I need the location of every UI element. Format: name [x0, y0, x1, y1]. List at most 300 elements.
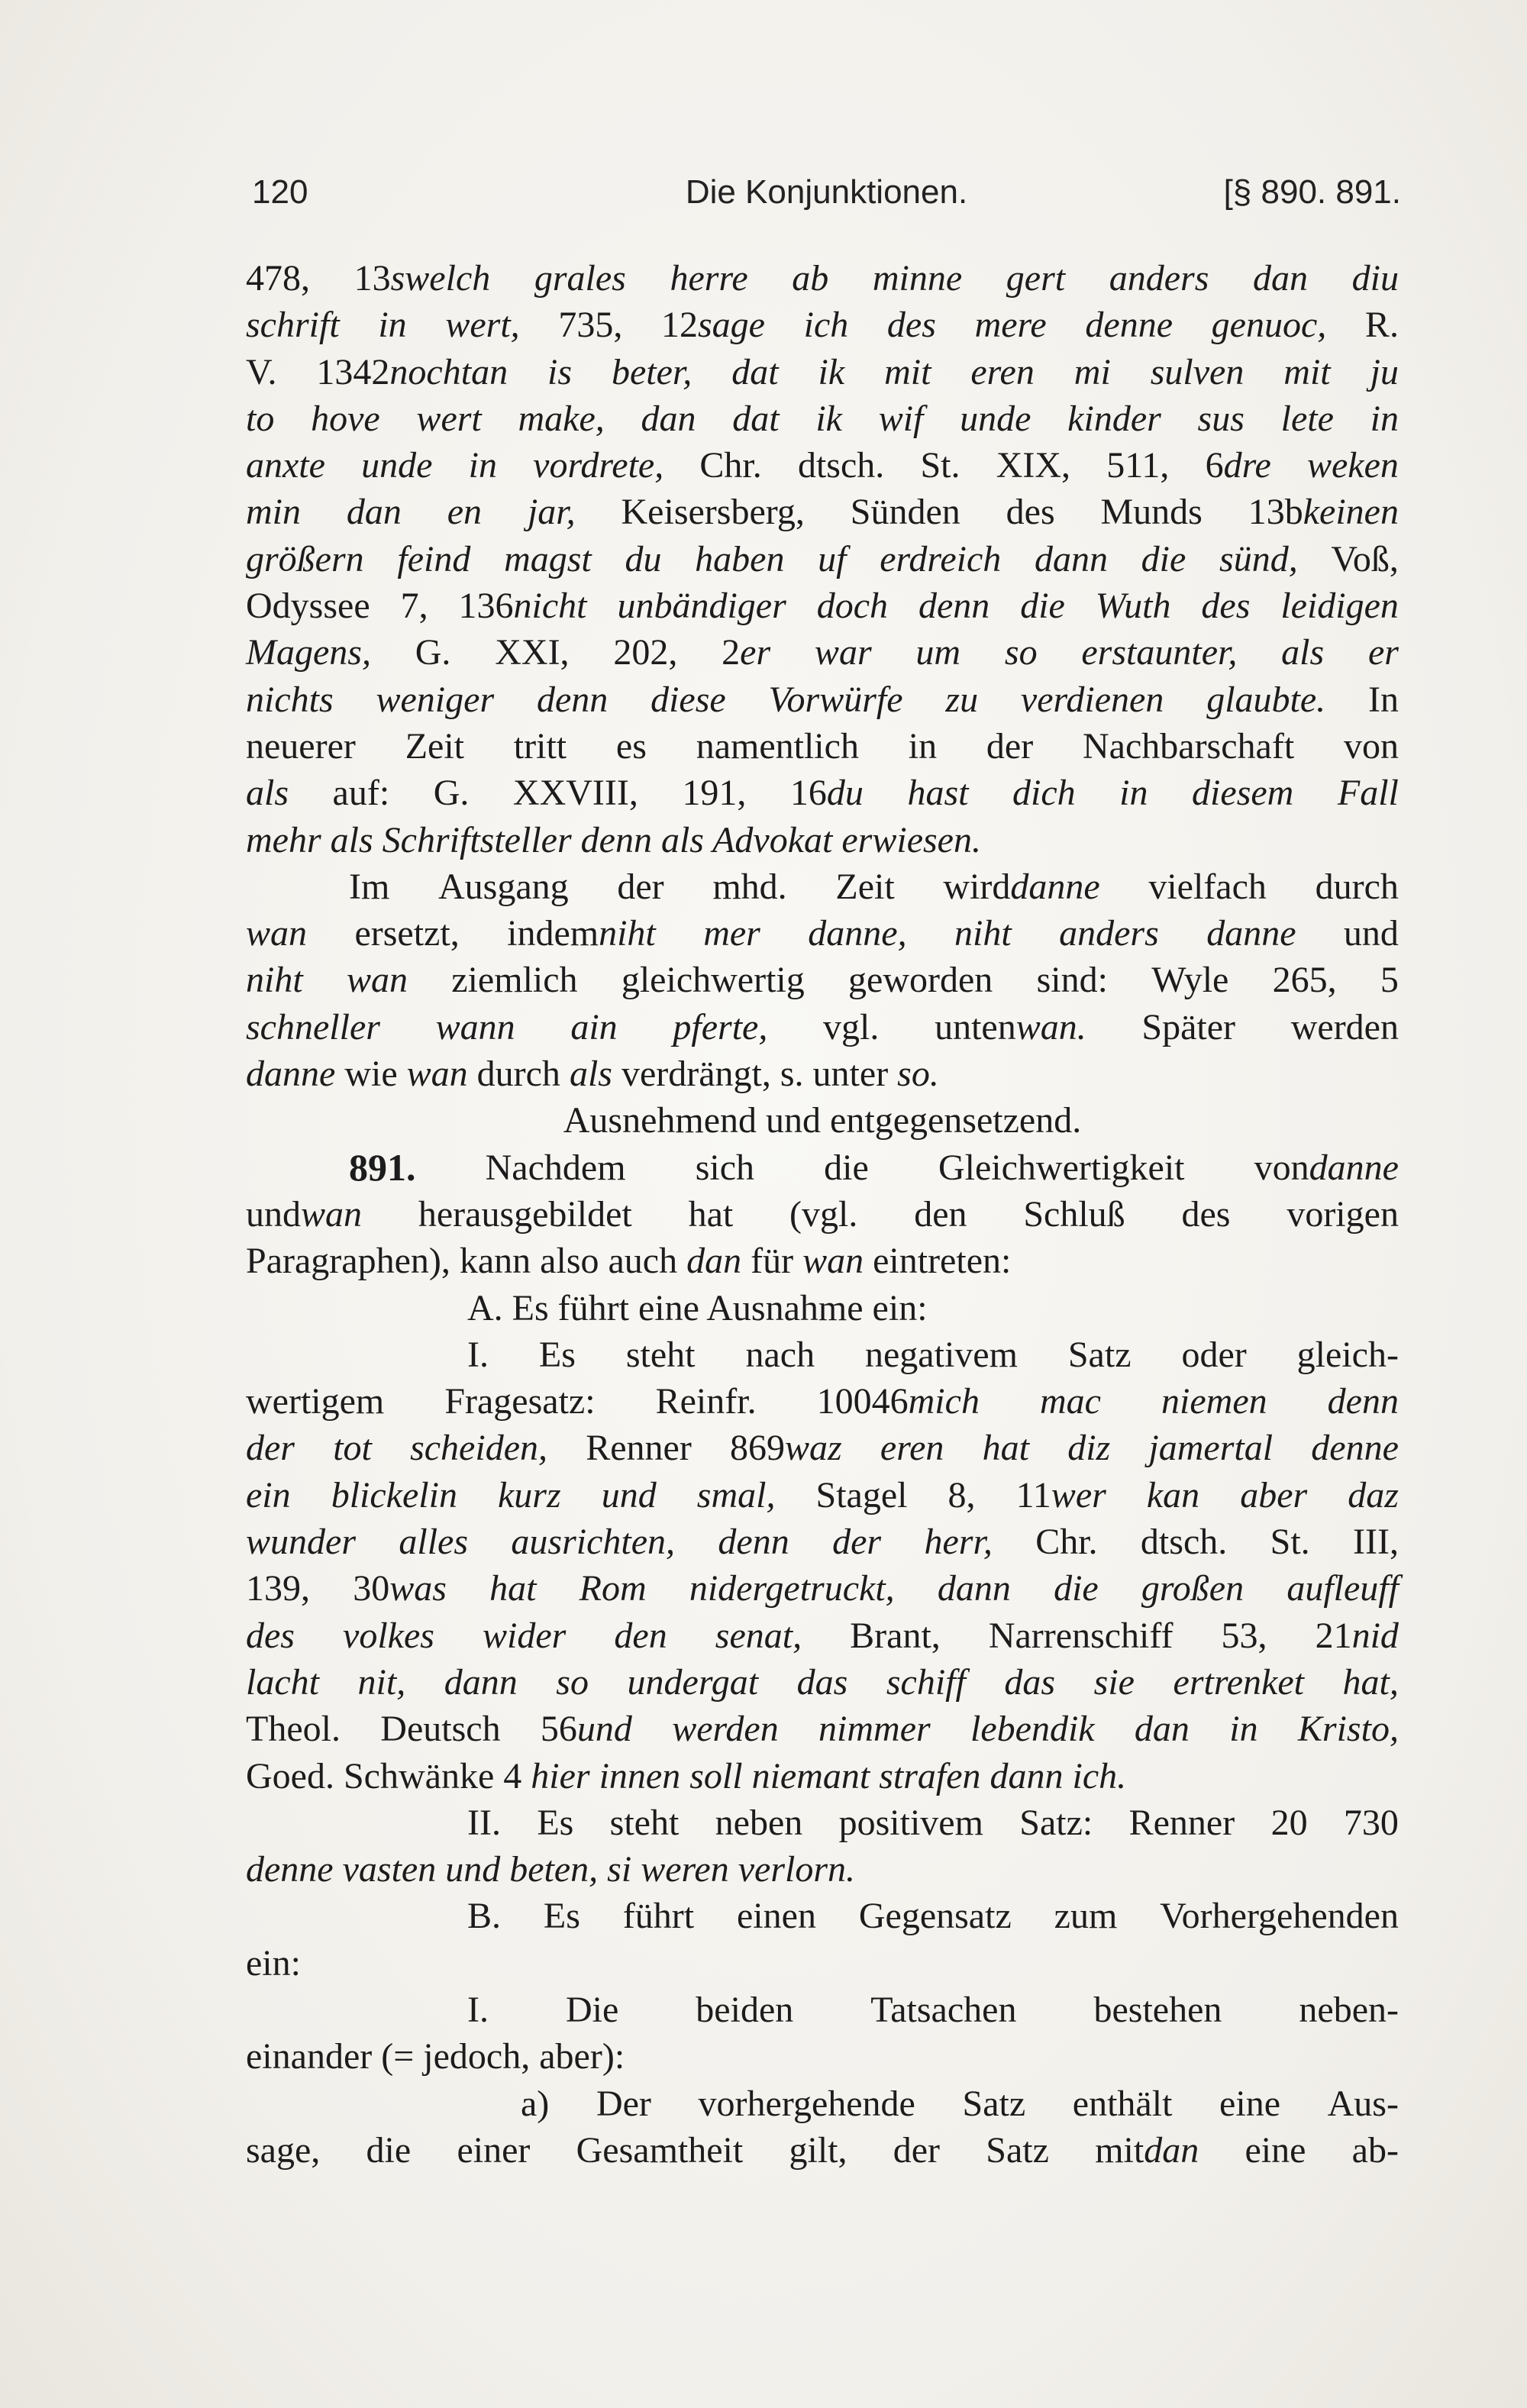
word: 478, — [246, 258, 310, 299]
word: 735, — [558, 305, 623, 346]
word: Odyssee — [246, 586, 370, 627]
word: in — [1229, 1709, 1258, 1750]
word: beter, — [611, 351, 692, 392]
word: V. — [246, 351, 277, 392]
word: jamertal — [1148, 1428, 1274, 1469]
word: volkes — [343, 1615, 434, 1656]
word: Tatsachen — [870, 1989, 1017, 2030]
word: die — [366, 2129, 412, 2171]
word: denn — [536, 679, 609, 720]
word: wann — [435, 1006, 515, 1047]
word: Satz — [1067, 1334, 1132, 1375]
word: werden — [1290, 1006, 1399, 1047]
text-line — [246, 1753, 1399, 1800]
word: er — [1367, 632, 1399, 673]
word: wert, — [445, 305, 520, 346]
running-header — [252, 169, 1401, 215]
word: sulven — [1150, 351, 1245, 392]
word: werden — [672, 1709, 779, 1750]
word: kan — [1146, 1474, 1200, 1515]
word: Fragesatz: — [444, 1381, 596, 1422]
word: sus — [1197, 398, 1245, 439]
word: 1342nochtan — [316, 351, 508, 392]
word: grales — [534, 258, 626, 299]
word: Chr. — [699, 445, 762, 486]
word: XIX, — [996, 445, 1070, 486]
word: du — [625, 538, 662, 579]
word: weniger — [376, 679, 495, 720]
word: um — [915, 632, 961, 673]
word: leidigen — [1280, 586, 1399, 627]
word: 265, — [1272, 960, 1337, 1001]
word: großen — [1141, 1568, 1245, 1609]
word: hat, — [1342, 1661, 1399, 1703]
word: herre — [670, 258, 748, 299]
text-line — [246, 1097, 1399, 1144]
word: der — [617, 866, 664, 907]
word: hove — [311, 398, 380, 439]
word: gert — [1006, 258, 1066, 299]
text-run: so. — [897, 1054, 939, 1095]
word: von — [1343, 725, 1399, 767]
word: dan — [1134, 1709, 1190, 1750]
word: Im — [349, 866, 390, 907]
word: Narrenschiff — [988, 1615, 1173, 1656]
word: dtsch. — [797, 445, 885, 486]
text-line — [246, 1472, 1399, 1519]
word: ersetzt, — [354, 913, 460, 954]
word: haben — [695, 538, 785, 579]
word: Der — [596, 2083, 651, 2124]
word: Gesamtheit — [576, 2129, 744, 2171]
word: und — [601, 1474, 657, 1515]
word: Satz — [986, 2129, 1049, 2171]
word: gleich- — [1296, 1334, 1399, 1375]
word: in — [908, 725, 938, 767]
chapter-title: Die Konjunktionen. — [685, 173, 968, 211]
word: denn — [1327, 1381, 1399, 1422]
text-line — [246, 723, 1399, 770]
word: mac — [1040, 1381, 1101, 1422]
word: in — [468, 445, 497, 486]
word: Chr. — [1035, 1522, 1098, 1563]
word: die — [824, 1147, 869, 1188]
text-run: durch — [467, 1054, 570, 1095]
word: vordrete, — [533, 445, 664, 486]
text-line — [246, 957, 1399, 1003]
word: der — [246, 1428, 295, 1469]
section-reference: [§ 890. 891. — [1223, 173, 1401, 211]
text-line — [246, 1332, 1399, 1378]
text-line — [246, 1051, 1399, 1097]
text-line — [246, 1846, 1399, 1893]
word: is — [547, 351, 573, 392]
word: neben — [715, 1802, 803, 1843]
word: uf — [818, 538, 847, 579]
word: lacht — [246, 1661, 319, 1703]
text-run: eintreten: — [864, 1241, 1012, 1282]
word: undwan — [246, 1193, 363, 1235]
word: niht — [954, 913, 1012, 954]
text-run: mehr als Schriftsteller denn als Advokat erwiesen. — [246, 819, 981, 860]
word: eine — [1245, 2129, 1306, 2171]
word: Munds — [1100, 492, 1203, 533]
word: tot — [333, 1428, 372, 1469]
word: mit — [884, 351, 931, 392]
word: schrift — [246, 305, 340, 346]
word: minne — [872, 258, 963, 299]
text-line — [246, 910, 1399, 957]
word: zum — [1054, 1896, 1118, 1937]
word: I. — [467, 1989, 489, 2030]
word: als — [246, 773, 289, 814]
word: wunder — [246, 1522, 356, 1563]
word: wertigem — [246, 1381, 385, 1422]
word: glaubte. — [1206, 679, 1326, 720]
word: In — [1368, 679, 1399, 720]
word: herr, — [924, 1522, 993, 1563]
text-line — [246, 395, 1399, 442]
text-run: hier innen soll niemant strafen dann ich. — [531, 1755, 1127, 1796]
word: steht — [609, 1802, 680, 1843]
page-number: 120 — [252, 173, 308, 211]
word: III, — [1353, 1522, 1399, 1563]
word: eine — [1219, 2083, 1280, 2124]
word: einen — [737, 1896, 816, 1937]
word: des — [1201, 586, 1251, 627]
word: 511, — [1106, 445, 1170, 486]
word: anders — [1109, 258, 1209, 299]
word: nach — [745, 1334, 815, 1375]
word: auf: — [332, 773, 390, 814]
word: vielfach — [1148, 866, 1267, 907]
word: undergat — [627, 1661, 759, 1703]
text-line — [246, 676, 1399, 723]
text-line — [246, 1706, 1399, 1752]
word: lebendik — [970, 1709, 1095, 1750]
word: dat — [731, 351, 779, 392]
word: schneller — [246, 1006, 380, 1047]
word: des — [246, 1615, 295, 1656]
word: 191, — [682, 773, 747, 814]
word: Gleichwertigkeit — [938, 1147, 1185, 1188]
word: Später — [1141, 1006, 1236, 1047]
text-run: A. Es führt eine Ausnahme ein: — [467, 1287, 928, 1328]
text-line — [246, 1940, 1399, 1987]
text-run: dan — [686, 1241, 742, 1282]
word: Theol. — [246, 1709, 341, 1750]
word: Renner — [586, 1428, 692, 1469]
word: senat, — [715, 1615, 802, 1656]
text-line — [246, 442, 1399, 489]
word: Gegensatz — [858, 1896, 1012, 1937]
word: R. — [1364, 305, 1399, 346]
word: ju — [1370, 351, 1399, 392]
word: wirddanne — [943, 866, 1100, 907]
word: der — [893, 2129, 941, 2171]
word: dtsch. — [1140, 1522, 1228, 1563]
word: Brant, — [850, 1615, 941, 1656]
text-line — [246, 1191, 1399, 1238]
word: erstaunter, — [1081, 632, 1238, 673]
word: B. — [467, 1896, 502, 1937]
word: danne — [1206, 913, 1296, 954]
word: 869waz — [730, 1428, 842, 1469]
word: Die — [565, 1989, 619, 2030]
word: steht — [625, 1334, 696, 1375]
word: vondanne — [1254, 1147, 1399, 1188]
text-run: wan — [802, 1241, 864, 1282]
word: XXI, — [495, 632, 570, 673]
text-line — [246, 349, 1399, 395]
word: a) — [521, 2083, 550, 2124]
word: smal, — [696, 1474, 776, 1515]
word: der — [832, 1522, 882, 1563]
word: Magens, — [246, 632, 371, 673]
text-run: Goed. Schwänke 4 — [246, 1755, 531, 1796]
text-run: einander (= jedoch, aber): — [246, 2036, 625, 2077]
word: hat — [982, 1428, 1029, 1469]
word: alles — [399, 1522, 469, 1563]
word: zu — [945, 679, 979, 720]
text-line — [246, 1238, 1399, 1284]
word: ain — [570, 1006, 618, 1047]
word: Satz — [962, 2083, 1026, 2124]
text-run: ein: — [246, 1942, 301, 1984]
word: nidergetruckt, — [689, 1568, 895, 1609]
word: mhd. — [712, 866, 787, 907]
word: Kristo, — [1297, 1709, 1399, 1750]
word: mi — [1073, 351, 1111, 392]
text-run: Ausnehmend und entgegensetzend. — [563, 1100, 1082, 1141]
word: untenwan. — [935, 1006, 1086, 1047]
word: ik — [815, 398, 842, 439]
word: 10046mich — [816, 1381, 980, 1422]
word: blickelin — [331, 1474, 457, 1515]
word: Ausgang — [438, 866, 569, 907]
word: in — [378, 305, 407, 346]
word: der — [986, 725, 1034, 767]
word: 7, — [400, 586, 428, 627]
word: es — [615, 725, 647, 767]
word: 891. — [349, 1145, 416, 1189]
word: genuoc, — [1211, 305, 1327, 346]
word: Keisersberg, — [621, 492, 805, 533]
word: sie — [1093, 1661, 1135, 1703]
word: sünd, — [1219, 538, 1298, 579]
word: vorigen — [1286, 1193, 1399, 1235]
word: G. — [415, 632, 451, 673]
word: Nachdem — [485, 1147, 626, 1188]
text-run: für — [741, 1241, 803, 1282]
word: Zeit — [405, 725, 464, 767]
word: weken — [1306, 445, 1399, 486]
word: ertrenket — [1173, 1661, 1304, 1703]
word: wan — [346, 960, 408, 1001]
word: ab — [792, 258, 829, 299]
word: 53, — [1221, 1615, 1267, 1656]
text-run: Paragraphen), kann also auch — [246, 1241, 687, 1282]
word: das — [796, 1661, 848, 1703]
word: 56und — [540, 1709, 632, 1750]
word: so — [1004, 632, 1038, 673]
word: als — [1281, 632, 1325, 673]
word: oder — [1181, 1334, 1247, 1375]
word: durch — [1315, 866, 1399, 907]
word: mere — [974, 305, 1047, 346]
text-line — [246, 1800, 1399, 1846]
word: denne — [1311, 1428, 1399, 1469]
word: Vorwürfe — [768, 679, 903, 720]
word: war — [814, 632, 872, 673]
text-line — [246, 583, 1399, 629]
text-line — [246, 1144, 1399, 1191]
word: gilt, — [789, 2129, 847, 2171]
text-run: danne — [246, 1054, 336, 1095]
word: beiden — [696, 1989, 794, 2030]
word: I. — [467, 1334, 489, 1375]
word: wert — [416, 398, 482, 439]
word: unde — [960, 398, 1031, 439]
text-line — [246, 255, 1399, 302]
word: make, — [518, 398, 605, 439]
word: des — [886, 305, 936, 346]
word: (vgl. — [789, 1193, 858, 1235]
word: nit, — [357, 1661, 406, 1703]
word: und — [1343, 913, 1399, 954]
word: doch — [816, 586, 889, 627]
word: dan — [1253, 258, 1309, 299]
text-line — [246, 489, 1399, 535]
word: Deutsch — [380, 1709, 501, 1750]
word: Vorhergehenden — [1160, 1896, 1399, 1937]
text-line — [246, 1378, 1399, 1425]
word: ziemlich — [451, 960, 578, 1001]
word: Satz: — [1019, 1802, 1093, 1843]
word: 2er — [722, 632, 771, 673]
word: Es — [537, 1802, 574, 1843]
word: führt — [622, 1896, 695, 1937]
word: denne — [1085, 305, 1173, 346]
word: 136nicht — [458, 586, 587, 627]
word: dann — [444, 1661, 518, 1703]
word: Voß, — [1331, 538, 1399, 579]
word: eren — [880, 1428, 944, 1469]
text-line — [246, 1004, 1399, 1051]
text-line — [246, 2033, 1399, 2080]
word: Reinfr. — [655, 1381, 757, 1422]
text-line — [246, 1612, 1399, 1659]
text-line — [246, 2127, 1399, 2174]
word: niht — [246, 960, 303, 1001]
word: vgl. — [823, 1006, 880, 1047]
word: aufleuff — [1286, 1568, 1399, 1609]
word: kinder — [1067, 398, 1161, 439]
word: kurz — [498, 1474, 561, 1515]
word: wan — [246, 913, 308, 954]
word: indemniht — [507, 913, 656, 954]
word: Fall — [1337, 773, 1399, 814]
word: positivem — [838, 1802, 983, 1843]
word: 730 — [1343, 1802, 1399, 1843]
text-line — [246, 1285, 1399, 1332]
word: wif — [878, 398, 924, 439]
word: tritt — [513, 725, 567, 767]
word: wider — [483, 1615, 567, 1656]
text-line — [246, 1425, 1399, 1471]
text-run: als — [569, 1054, 612, 1095]
word: geworden — [848, 960, 993, 1001]
word: 5 — [1380, 960, 1399, 1001]
word: den — [914, 1193, 967, 1235]
word: diese — [651, 679, 726, 720]
word: en — [447, 492, 483, 533]
word: danne, — [808, 913, 907, 954]
word: 202, — [613, 632, 678, 673]
word: dan — [641, 398, 696, 439]
word: scheiden, — [410, 1428, 547, 1469]
word: diu — [1351, 258, 1399, 299]
word: ab- — [1351, 2129, 1399, 2171]
word: dan — [346, 492, 402, 533]
word: Nachbarschaft — [1082, 725, 1295, 767]
word: unbändiger — [617, 586, 786, 627]
word: Es — [538, 1334, 576, 1375]
word: namentlich — [696, 725, 859, 767]
text-line — [246, 1565, 1399, 1612]
word: unde — [361, 445, 433, 486]
word: dat — [732, 398, 780, 439]
word: eren — [970, 351, 1035, 392]
text-run: wan — [406, 1054, 468, 1095]
word: anxte — [246, 445, 325, 486]
word: sage, — [246, 2129, 321, 2171]
word: so — [556, 1661, 589, 1703]
word: einer — [457, 2129, 531, 2171]
word: herausgebildet — [418, 1193, 632, 1235]
word: XXVIII, — [512, 773, 638, 814]
word: aber — [1240, 1474, 1308, 1515]
text-line — [246, 1987, 1399, 2033]
word: Stagel — [815, 1474, 908, 1515]
text-line — [246, 1659, 1399, 1706]
body-text — [246, 255, 1399, 2174]
word: ein — [246, 1474, 291, 1515]
word: 8, — [948, 1474, 976, 1515]
word: Sünden — [850, 492, 960, 533]
word: Wyle — [1151, 960, 1229, 1001]
text-line — [246, 1519, 1399, 1565]
word: 20 — [1270, 1802, 1308, 1843]
text-run: denne vasten und beten, si weren verlorn. — [246, 1849, 856, 1890]
text-line — [246, 863, 1399, 910]
word: magst — [504, 538, 592, 579]
word: ich — [803, 305, 849, 346]
word: pferte, — [673, 1006, 768, 1047]
word: Es — [543, 1896, 580, 1937]
word: erdreich — [880, 538, 1002, 579]
word: dann — [1034, 538, 1108, 579]
text-line — [246, 1893, 1399, 1939]
word: anders — [1059, 913, 1159, 954]
word: denn — [718, 1522, 789, 1563]
word: neuerer — [246, 725, 356, 767]
word: größern — [246, 538, 364, 579]
word: niemen — [1161, 1381, 1267, 1422]
word: das — [1004, 1661, 1056, 1703]
text-line — [246, 817, 1399, 863]
word: die — [1054, 1568, 1099, 1609]
